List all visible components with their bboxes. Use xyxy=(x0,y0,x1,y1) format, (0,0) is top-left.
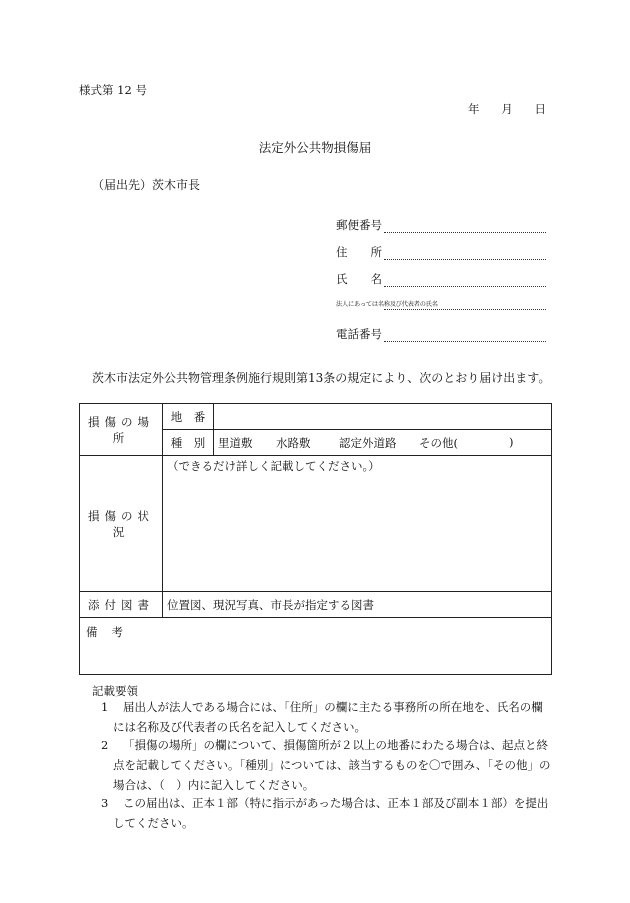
phone-field xyxy=(336,326,546,342)
representative-label: 法人にあっては名称及び代表者の氏名 xyxy=(336,301,438,308)
note-item xyxy=(101,735,551,795)
representative-line xyxy=(384,299,546,310)
type-options-cell xyxy=(214,430,552,456)
postal-code-label: 郵便番号 xyxy=(336,218,382,232)
name-line xyxy=(384,276,546,287)
name-label: 氏 名 xyxy=(336,272,382,286)
lot-number-label: 地 番 xyxy=(163,404,214,430)
type-option: 認定外道路 xyxy=(339,435,397,450)
lot-number-cell xyxy=(214,404,552,430)
damage-report-table xyxy=(79,403,552,675)
form-number: 様式第 12 号 xyxy=(79,83,147,97)
type-option: その他( xyxy=(419,435,458,450)
date-month: 月 xyxy=(501,102,513,116)
note-number: 2 xyxy=(101,738,109,752)
name-field xyxy=(336,271,546,287)
damage-status-hint: （できるだけ詳しく記載してください。） xyxy=(163,456,552,592)
table-row xyxy=(80,592,552,618)
type-option-close: ) xyxy=(509,434,514,449)
damage-place-header: 損傷の場所 xyxy=(80,404,163,456)
note-item xyxy=(101,697,551,737)
notes-title: 記載要領 xyxy=(92,684,138,698)
statement-text: 茨木市法定外公共物管理条例施行規則第13条の規定により、次のとおり届け出ます。 xyxy=(92,371,551,385)
date-year: 年 xyxy=(468,102,480,116)
representative-field xyxy=(336,299,546,310)
note-number: 1 xyxy=(101,700,109,714)
attachments-header: 添付図書 xyxy=(80,592,163,618)
document-title: 法定外公共物損傷届 xyxy=(258,140,372,155)
type-label: 種 別 xyxy=(163,430,214,456)
remarks-label: 備考 xyxy=(80,618,552,675)
note-text: 「損傷の場所」の欄について、損傷箇所が２以上の地番にわたる場合は、起点と終点を記載してください。「種別」については、該当するものを〇で囲み、「その他」の場合は、（ ）内に記入してください。 xyxy=(113,738,551,792)
table-row xyxy=(80,456,552,592)
table-row xyxy=(80,618,552,675)
address-label: 住 所 xyxy=(336,245,382,259)
table-row xyxy=(80,404,552,430)
note-number: 3 xyxy=(101,796,109,810)
note-text: 届出人が法人である場合には、「住所」の欄に主たる事務所の所在地を、氏名の欄には名称及び代表者の氏名を記入してください。 xyxy=(113,700,543,734)
type-option: 水路敷 xyxy=(276,435,311,450)
address-line xyxy=(384,249,546,260)
type-option: 里道敷 xyxy=(218,435,253,450)
damage-status-header: 損傷の状況 xyxy=(80,456,163,592)
attachments-value: 位置図、現況写真、市長が指定する図書 xyxy=(163,592,552,618)
note-text: この届出は、正本１部（特に指示があった場合は、正本１部及び副本１部）を提出してください。 xyxy=(113,796,549,830)
phone-label: 電話番号 xyxy=(336,327,382,341)
address-field xyxy=(336,244,546,260)
phone-line xyxy=(384,331,546,342)
note-item xyxy=(101,793,551,833)
date-day: 日 xyxy=(534,102,546,116)
postal-code-line xyxy=(384,222,546,233)
postal-code-field xyxy=(336,217,546,233)
type-options xyxy=(218,435,551,451)
addressee: （届出先）茨木市長 xyxy=(92,178,201,192)
date-line xyxy=(468,101,546,117)
